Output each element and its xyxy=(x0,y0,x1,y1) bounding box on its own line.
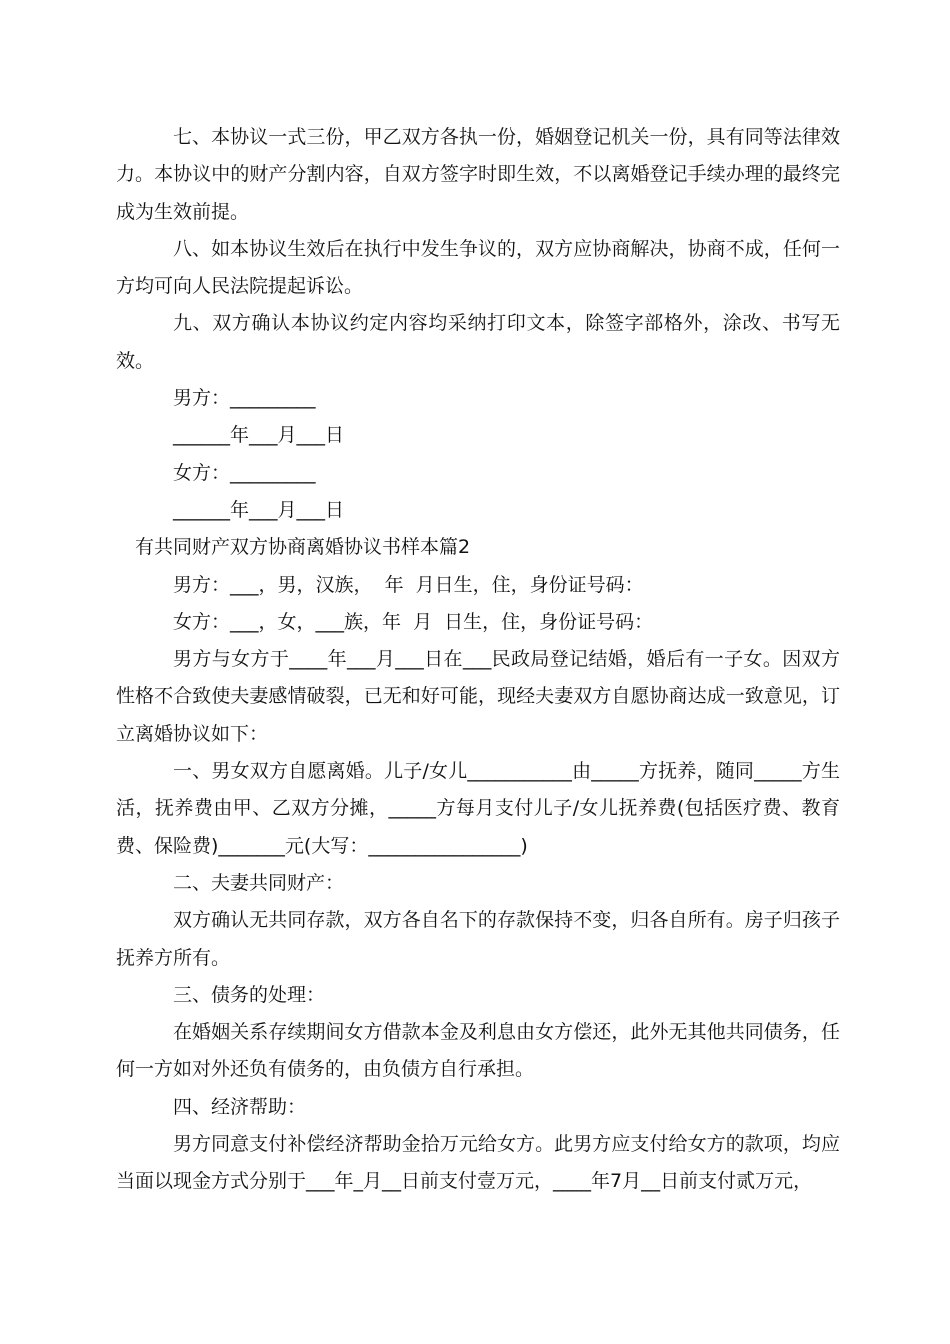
male-info: 男方：___，男，汉族， 年 月日生，住，身份证号码： xyxy=(173,573,644,596)
section-title: 有共同财产双方协商离婚协议书样本篇2 xyxy=(135,536,471,559)
document-body xyxy=(116,119,840,1201)
item-2-body: 双方确认无共同存款，双方各自名下的存款保持不变，归各自所有。房子归孩子抚养方所有。 xyxy=(116,909,840,969)
female-info: 女方：___，女，___族，年 月 日生，住，身份证号码： xyxy=(173,610,654,633)
item-3-title: 三、债务的处理： xyxy=(173,983,326,1006)
clause-7: 七、本协议一式三份，甲乙双方各执一份，婚姻登记机关一份，具有同等法律效力。本协议中的财产分割内容，自双方签字时即生效，不以离婚登记手续办理的最终完成为生效前提。 xyxy=(116,126,840,223)
item-1: 一、男女双方自愿离婚。儿子/女儿___________由_____方抚养，随同_____方生活，抚养费由甲、乙双方分摊，_____方每月支付儿子/女儿抚养费(包括医疗费、教育费、保险费)_______元(大写：________________) xyxy=(116,760,840,857)
signature-female: 女方：_________ xyxy=(173,461,316,484)
item-2-title: 二、夫妻共同财产： xyxy=(173,871,345,894)
intro-paragraph: 男方与女方于____年___月___日在___民政局登记结婚，婚后有一子女。因双方性格不合致使夫妻感情破裂，已无和好可能，现经夫妻双方自愿协商达成一致意见，订立离婚协议如下： xyxy=(116,648,840,745)
clause-9: 九、双方确认本协议约定内容均采纳打印文本，除签字部格外，涂改、书写无效。 xyxy=(116,312,840,372)
signature-male: 男方：_________ xyxy=(173,387,316,410)
item-3-body: 在婚姻关系存续期间女方借款本金及利息由女方偿还，此外无其他共同债务，任何一方如对外还负有债务的，由负债方自行承担。 xyxy=(116,1021,840,1081)
signature-date-1: ______年___月___日 xyxy=(173,424,345,447)
item-4-body: 男方同意支付补偿经济帮助金拾万元给女方。此男方应支付给女方的款项，均应当面以现金方式分别于___年_月__日前支付壹万元，____年7月__日前支付贰万元， xyxy=(116,1133,840,1193)
clause-8: 八、如本协议生效后在执行中发生争议的，双方应协商解决，协商不成，任何一方均可向人民法院提起诉讼。 xyxy=(116,237,840,298)
item-4-title: 四、经济帮助： xyxy=(173,1095,307,1118)
signature-date-2: ______年___月___日 xyxy=(173,498,345,521)
